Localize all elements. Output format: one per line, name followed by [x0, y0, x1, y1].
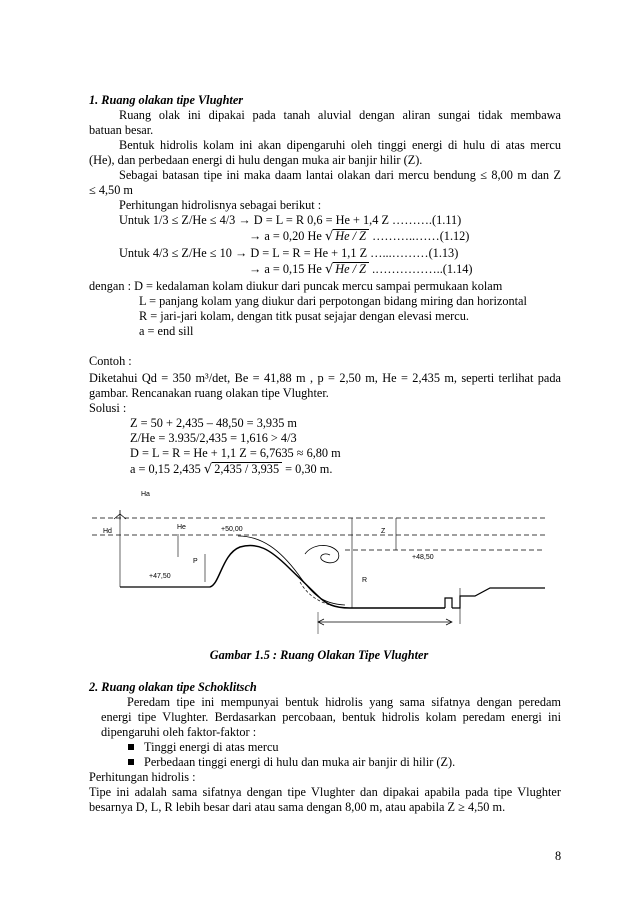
bullet-item-2-text: Perbedaan tinggi energi di hulu dan muka air banjir di hilir (Z).: [144, 755, 456, 769]
perhitungan-line: Perhitungan hidrolisnya sebagai berikut :: [119, 198, 322, 212]
section1-para3-line1: Sebagai batasan tipe ini maka daam lantai olakan dari mercu bendung ≤ 8,00 m dan Z: [119, 168, 561, 182]
formula-1-12-radicand: He / Z: [333, 229, 369, 243]
label-r: R: [362, 577, 368, 584]
end-sill: [445, 598, 452, 608]
formula-1-12-prefix: → a = 0,20 He: [249, 229, 322, 243]
sqrt-symbol: √: [324, 262, 334, 277]
formula-1-14-prefix: → a = 0,15 He: [249, 262, 322, 276]
section2-perhitungan: Perhitungan hidrolis :: [89, 770, 196, 784]
solusi-step4-radicand: 2,435 / 3,935: [212, 462, 282, 476]
figure-caption: Gambar 1.5 : Ruang Olakan Tipe Vlughter: [209, 648, 429, 662]
vlughter-diagram: [0, 484, 638, 644]
dengan-r: R = jari-jari kolam, dengan titk pusat sejajar dengan elevasi mercu.: [139, 309, 469, 323]
formula-1-14: [249, 262, 472, 277]
solusi-step3: D = L = R = He + 1,1 Z = 6,7635 ≈ 6,80 m: [130, 446, 341, 460]
formula-1-12: [249, 229, 469, 244]
bullet-item-1: [128, 740, 279, 755]
formula-1-12-suffix: ………..……(1.12): [372, 229, 470, 243]
section2-para-line1: Peredam tipe ini mempunyai bentuk hidrolis yang sama sifatnya dengan peredam: [127, 695, 561, 709]
solusi-step1: Z = 50 + 2,435 – 48,50 = 3,935 m: [130, 416, 297, 430]
formula-1-14-radicand: He / Z: [333, 262, 369, 276]
label-p: P: [193, 558, 198, 565]
bullet-item-2: [128, 755, 455, 770]
section1-para1-line2: batuan besar.: [89, 123, 154, 137]
dengan-d: dengan : D = kedalaman kolam diukur dari puncak mercu sampai permukaan kolam: [89, 279, 503, 293]
solusi-title: Solusi :: [89, 401, 127, 415]
label-el-4750: +47,50: [149, 573, 171, 580]
solusi-step4-suffix: = 0,30 m.: [282, 462, 333, 476]
label-el-50: +50,00: [221, 526, 243, 533]
bullet-item-1-text: Tinggi energi di atas mercu: [144, 740, 279, 754]
section1-para2-line2: (He), dan perbedaan energi di hulu dengan muka air banjir hilir (Z).: [89, 153, 423, 167]
section1-para1-line1: Ruang olak ini dipakai pada tanah aluvial dengan aliran sungai tidak membawa: [119, 108, 561, 122]
solusi-step4: [130, 462, 332, 477]
label-he: He: [177, 524, 186, 531]
dengan-a: a = end sill: [139, 324, 194, 338]
label-el-4850: +48,50: [412, 554, 434, 561]
section2-conclusion-line2: besarnya D, L, R lebih besar dari atau sama dengan 8,00 m, atau apabila Z ≥ 4,50 m.: [89, 800, 506, 814]
label-ha: Ha: [141, 491, 150, 498]
section2-heading: 2. Ruang olakan tipe Schoklitsch: [89, 680, 257, 694]
section2-para-line2: energi tipe Vlughter. Berdasarkan percobaan, bentuk hidrolis kolam peredam energi ini: [101, 710, 561, 724]
section1-heading: 1. Ruang olakan tipe Vlughter: [89, 93, 244, 107]
page-number: 8: [555, 849, 562, 863]
sqrt-symbol: √: [203, 462, 213, 477]
formula-1-13: Untuk 4/3 ≤ Z/He ≤ 10 → D = L = R = He + 1,1 Z …...………(1.13): [119, 246, 459, 260]
solusi-step2: Z/He = 3.935/2,435 = 1,616 > 4/3: [130, 431, 297, 445]
formula-1-11: Untuk 1/3 ≤ Z/He ≤ 4/3 → D = L = R 0,6 = He + 1,4 Z ……….(1.11): [119, 213, 462, 227]
section2-conclusion-line1: Tipe ini adalah sama sifatnya dengan tipe Vlughter dan dipakai apabila pada tipe Vlughter: [89, 785, 561, 799]
section2-para-line3: dipengaruhi oleh faktor-faktor :: [101, 725, 257, 739]
contoh-line2: gambar. Rencanakan ruang olakan tipe Vlughter.: [89, 386, 329, 400]
label-hd: Hd: [103, 528, 112, 535]
section1-para3-line2: ≤ 4,50 m: [89, 183, 133, 197]
section1-para2-line1: Bentuk hidrolis kolam ini akan dipengaruhi oleh tinggi energi di hulu di atas mercu: [119, 138, 561, 152]
downstream-bed: [452, 588, 545, 608]
sqrt-symbol: √: [324, 229, 334, 244]
label-z: Z: [381, 528, 386, 535]
formula-1-14-suffix: .……………..(1.14): [372, 262, 473, 276]
bullet-icon: [128, 744, 134, 750]
contoh-title: Contoh :: [89, 354, 132, 368]
roller-vortex: [305, 545, 339, 562]
solusi-step4-prefix: a = 0,15 2,435: [130, 462, 201, 476]
weir-profile: [210, 546, 445, 608]
contoh-line1: Diketahui Qd = 350 m³/det, Be = 41,88 m , p = 2,50 m, He = 2,435 m, seperti terlihat pada: [89, 371, 561, 385]
dengan-l: L = panjang kolam yang diukur dari perpotongan bidang miring dan horizontal: [139, 294, 527, 308]
bullet-icon: [128, 759, 134, 765]
